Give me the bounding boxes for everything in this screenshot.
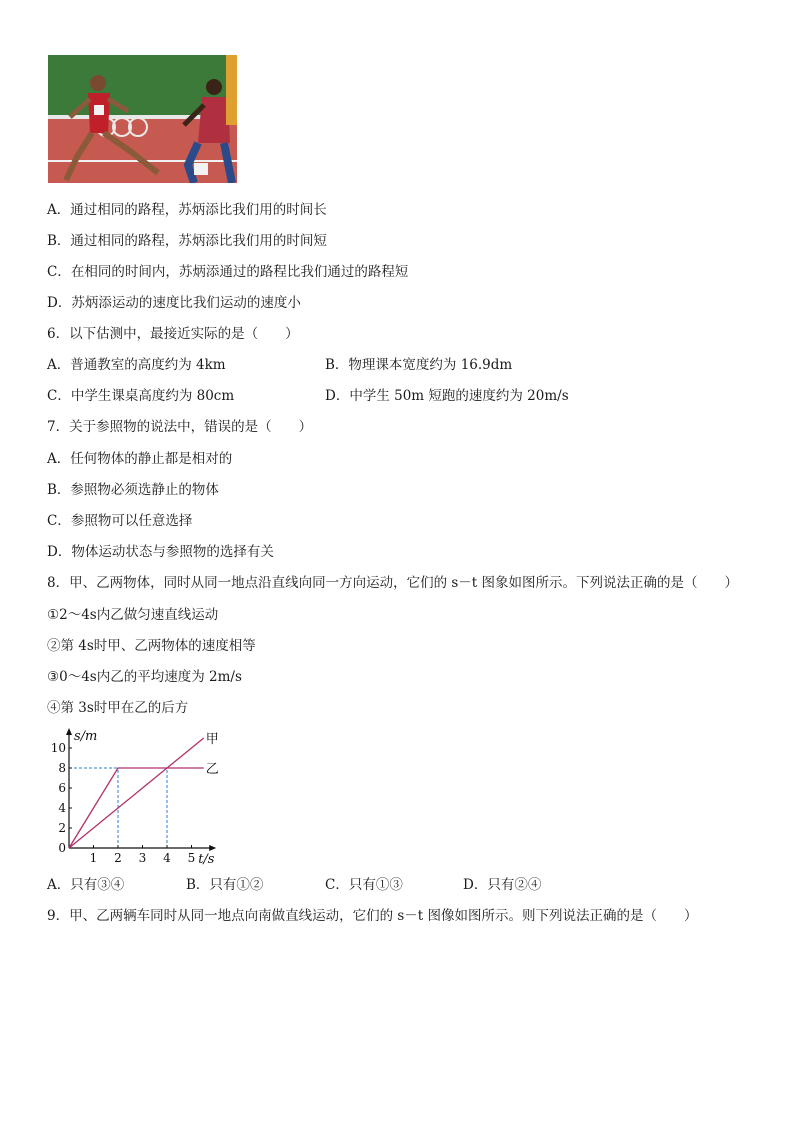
x-tick-label-1: 2 (114, 851, 122, 865)
y-tick-label-5: 10 (50, 741, 66, 755)
sprinter-photo (48, 55, 237, 183)
q8-statement-1: ①2～4s内乙做匀速直线运动 (47, 607, 219, 623)
x-tick-label-4: 5 (187, 851, 196, 865)
q8-option-b: B．只有①② (186, 877, 264, 893)
series-label-1: 乙 (205, 762, 219, 777)
q8-option-a: A．只有③④ (47, 877, 125, 893)
y-tick-label-2: 4 (58, 801, 66, 815)
y-tick-label-3: 6 (58, 781, 66, 795)
q7-option-a: A．任何物体的静止都是相对的 (47, 451, 233, 467)
y-tick-label-0: 0 (58, 841, 66, 855)
q7-stem: 7．关于参照物的说法中，错误的是（ ） (47, 419, 313, 435)
y-tick-label-4: 8 (58, 761, 66, 775)
x-tick-label-3: 4 (163, 851, 171, 865)
q7-option-b: B．参照物必须选静止的物体 (47, 482, 219, 498)
series-label-0: 甲 (205, 732, 219, 747)
series-line-0 (69, 738, 204, 848)
q7-option-d: D．物体运动状态与参照物的选择有关 (47, 544, 274, 560)
q6-option-b: B．物理课本宽度约为 16.9dm (325, 357, 513, 373)
y-tick-label-1: 2 (58, 821, 66, 835)
q8-statement-4: ④第 3s时甲在乙的后方 (47, 700, 189, 716)
x-tick-label-0: 1 (89, 851, 98, 865)
x-axis-arrow (209, 845, 216, 851)
q9-stem: 9．甲、乙两辆车同时从同一地点向南做直线运动，它们的 s－t 图像如图所示。则下列说法正确的是（ ） (47, 908, 698, 924)
st-graph-svg (47, 728, 237, 868)
q8-option-d: D．只有②④ (463, 877, 542, 893)
q6-option-d: D．中学生 50m 短跑的速度约为 20m/s (325, 388, 569, 404)
q5-option-a: A．通过相同的路程，苏炳添比我们用的时间长 (47, 202, 327, 218)
x-axis-label: t/s (198, 852, 215, 867)
q7-option-c: C．参照物可以任意选择 (47, 513, 193, 529)
q6-stem: 6．以下估测中，最接近实际的是（ ） (47, 326, 299, 342)
q5-option-c: C．在相同的时间内，苏炳添通过的路程比我们通过的路程短 (47, 264, 409, 280)
q8-stem: 8．甲、乙两物体，同时从同一地点沿直线向同一方向运动，它们的 s－t 图象如图所示。下列说法正确的是（ ） (47, 575, 739, 591)
q6-option-a: A．普通教室的高度约为 4km (47, 357, 226, 373)
q8-option-c: C．只有①③ (325, 877, 403, 893)
y-axis-label: s/m (74, 729, 98, 744)
q8-statement-2: ②第 4s时甲、乙两物体的速度相等 (47, 638, 256, 654)
q5-option-b: B．通过相同的路程，苏炳添比我们用的时间短 (47, 233, 327, 249)
q5-option-d: D．苏炳添运动的速度比我们运动的速度小 (47, 295, 301, 311)
st-graph (47, 728, 237, 868)
y-axis-arrow (66, 728, 72, 735)
q8-statement-3: ③0～4s内乙的平均速度为 2m/s (47, 669, 242, 685)
q6-option-c: C．中学生课桌高度约为 80cm (47, 388, 235, 404)
sprinter-illustration (48, 55, 237, 183)
x-tick-label-2: 3 (138, 851, 147, 865)
series-line-1 (69, 768, 204, 848)
